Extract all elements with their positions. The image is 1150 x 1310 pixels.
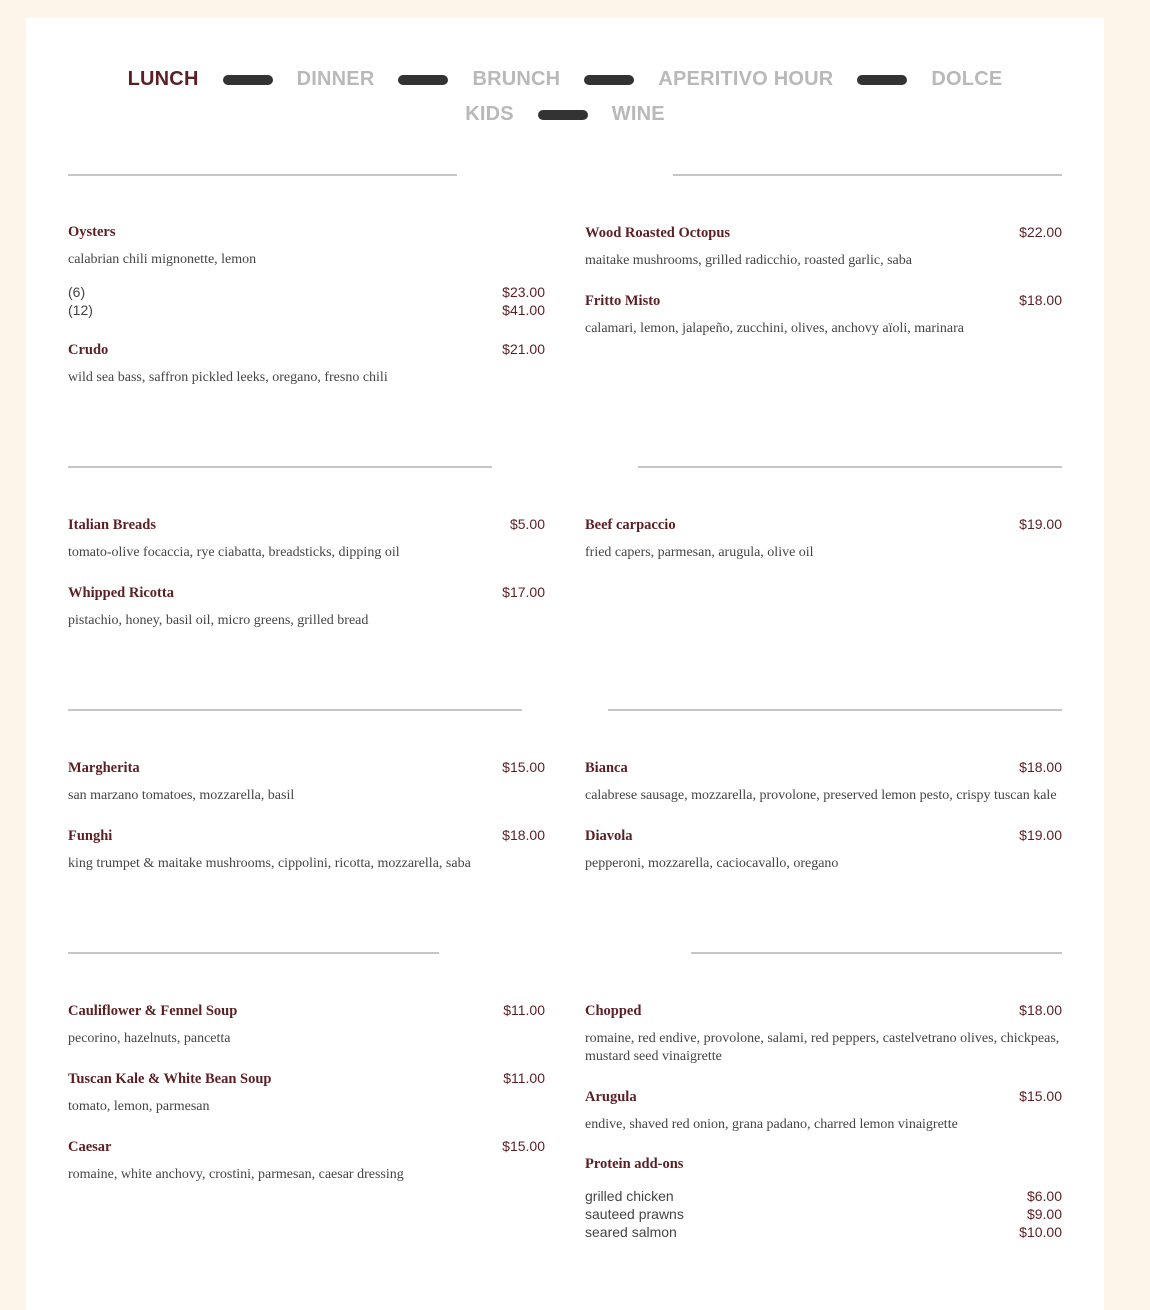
menu-item [585,759,1062,805]
menu-item-price: $18.00 [1019,759,1062,775]
menu-item-header [585,224,1062,242]
menu-item-price: $18.00 [502,827,545,843]
section-divider-left [68,952,439,954]
menu-item-price: $15.00 [502,759,545,775]
option-label: (6) [68,284,86,300]
menu-item-header [585,1002,1062,1020]
menu-item-description: calabrese sausage, mozzarella, provolone, preserved lemon pesto, crispy tuscan kale [585,788,1057,803]
menu-item [585,1156,1062,1241]
menu-item-name: Tuscan Kale & White Bean Soup [68,1071,272,1087]
menu-item-description: king trumpet & maitake mushrooms, cippolini, ricotta, mozzarella, saba [68,856,471,871]
tab-kids[interactable]: KIDS [465,103,514,125]
menu-item-name: Whipped Ricotta [68,585,174,601]
menu-item-header [68,759,545,777]
option-row [68,283,545,301]
menu-item-header [585,516,1062,534]
menu-column-right [585,224,1062,360]
tab-separator [584,75,634,85]
menu-item-header [68,1138,545,1156]
tab-dolce[interactable]: DOLCE [931,68,1003,90]
menu-item-price: $19.00 [1019,827,1062,843]
menu-item [585,516,1062,562]
menu-item [585,827,1062,873]
section-divider-right [638,466,1062,468]
menu-item-price: $15.00 [502,1138,545,1154]
menu-item-header [585,759,1062,777]
option-label: (12) [68,302,93,318]
menu-item-name: Arugula [585,1089,637,1105]
menu-item-description: maitake mushrooms, grilled radicchio, roasted garlic, saba [585,253,912,268]
menu-item-header [585,827,1062,845]
menu-item-header [68,584,545,602]
menu-item-description: tomato-olive focaccia, rye ciabatta, breadsticks, dipping oil [68,545,400,560]
menu-item-price: $22.00 [1019,224,1062,240]
option-price: $41.00 [502,302,545,318]
menu-item [68,1138,545,1184]
menu-item [68,827,545,873]
menu-item-name: Beef carpaccio [585,517,676,533]
menu-item-price: $11.00 [503,1002,545,1018]
option-label: grilled chicken [585,1188,674,1204]
option-price: $10.00 [1019,1224,1062,1240]
menu-item [68,584,545,630]
section-divider-left [68,174,457,176]
menu-column-left [68,224,545,409]
menu-item-price: $18.00 [1019,292,1062,308]
menu-item [68,224,545,319]
menu-item-header [68,1070,545,1088]
menu-item-description: calabrian chili mignonette, lemon [68,252,257,267]
menu-item-header [68,1002,545,1020]
menu-item-name: Fritto Misto [585,293,661,309]
menu-item-name: Bianca [585,760,628,776]
menu-column-left [68,516,545,652]
tab-row-2 [26,97,1104,132]
menu-item-price: $15.00 [1019,1088,1062,1104]
menu-column-left [68,1002,545,1206]
menu-item-header [585,1156,1062,1173]
menu-tabs [26,62,1104,132]
menu-item-header [68,516,545,534]
menu-item-options [68,283,545,319]
menu-item-price: $11.00 [503,1070,545,1086]
menu-item-header [68,224,545,241]
menu-item [68,1002,545,1048]
tab-wine[interactable]: WINE [611,103,665,125]
tab-separator [538,110,588,120]
menu-item-description: wild sea bass, saffron pickled leeks, oregano, fresno chili [68,370,388,385]
menu-column-right [585,516,1062,584]
menu-item-name: Funghi [68,828,113,844]
menu-column-left [68,759,545,895]
tab-dinner[interactable]: DINNER [296,68,375,90]
menu-item-price: $21.00 [502,341,545,357]
menu-item-header [68,827,545,845]
menu-item [68,516,545,562]
menu-item-description: pepperoni, mozzarella, caciocavallo, oregano [585,856,839,871]
menu-item-name: Chopped [585,1003,642,1019]
menu-item [585,1088,1062,1134]
option-row [585,1205,1062,1223]
menu-column-right [585,1002,1062,1263]
option-row [68,301,545,319]
menu-item-description: calamari, lemon, jalapeño, zucchini, olives, anchovy aïoli, marinara [585,321,965,336]
menu-item-description: pecorino, hazelnuts, pancetta [68,1031,231,1046]
section-divider-right [691,952,1062,954]
menu-item-name: Italian Breads [68,517,156,533]
option-row [585,1187,1062,1205]
option-row [585,1223,1062,1241]
menu-item-header [68,341,545,359]
section-divider-right [673,174,1062,176]
tab-row-1 [26,62,1104,97]
section-divider-right [608,709,1062,711]
tab-lunch[interactable]: LUNCH [127,68,199,90]
menu-item-name: Protein add-ons [585,1156,684,1172]
menu-item [585,224,1062,270]
menu-item-name: Crudo [68,342,109,358]
menu-item-header [585,292,1062,310]
menu-item-name: Margherita [68,760,140,776]
menu-item [585,1002,1062,1066]
option-price: $23.00 [502,284,545,300]
menu-item-description: fried capers, parmesan, arugula, olive oil [585,545,814,560]
menu-item-price: $18.00 [1019,1002,1062,1018]
menu-item-description: romaine, red endive, provolone, salami, red peppers, castelvetrano olives, chickpeas, mustard seed vinaigrette [585,1031,1060,1064]
tab-separator [223,75,273,85]
menu-column-right [585,759,1062,895]
tab-aperitivo-hour[interactable]: APERITIVO HOUR [658,68,834,90]
tab-separator [398,75,448,85]
menu-item-name: Cauliflower & Fennel Soup [68,1003,238,1019]
menu-page [26,18,1104,1310]
menu-item-description: tomato, lemon, parmesan [68,1099,210,1114]
option-price: $9.00 [1026,1206,1062,1222]
menu-item-name: Diavola [585,828,633,844]
tab-separator [857,75,907,85]
menu-item-price: $5.00 [509,516,545,532]
menu-item-name: Wood Roasted Octopus [585,225,731,241]
menu-item [68,341,545,387]
option-price: $6.00 [1026,1188,1062,1204]
menu-item-description: romaine, white anchovy, crostini, parmesan, caesar dressing [68,1167,404,1182]
menu-item [585,292,1062,338]
menu-item-name: Oysters [68,224,116,240]
menu-item-description: endive, shaved red onion, grana padano, charred lemon vinaigrette [585,1117,958,1132]
menu-item-description: pistachio, honey, basil oil, micro greens, grilled bread [68,613,369,628]
menu-item [68,759,545,805]
menu-item-name: Caesar [68,1139,112,1155]
menu-item [68,1070,545,1116]
menu-item-price: $17.00 [502,584,545,600]
option-label: sauteed prawns [585,1206,684,1222]
menu-item-header [585,1088,1062,1106]
menu-item-price: $19.00 [1019,516,1062,532]
menu-item-description: san marzano tomatoes, mozzarella, basil [68,788,295,803]
section-divider-left [68,709,522,711]
menu-item-options [585,1187,1062,1241]
option-label: seared salmon [585,1224,677,1240]
tab-brunch[interactable]: BRUNCH [472,68,561,90]
section-divider-left [68,466,492,468]
